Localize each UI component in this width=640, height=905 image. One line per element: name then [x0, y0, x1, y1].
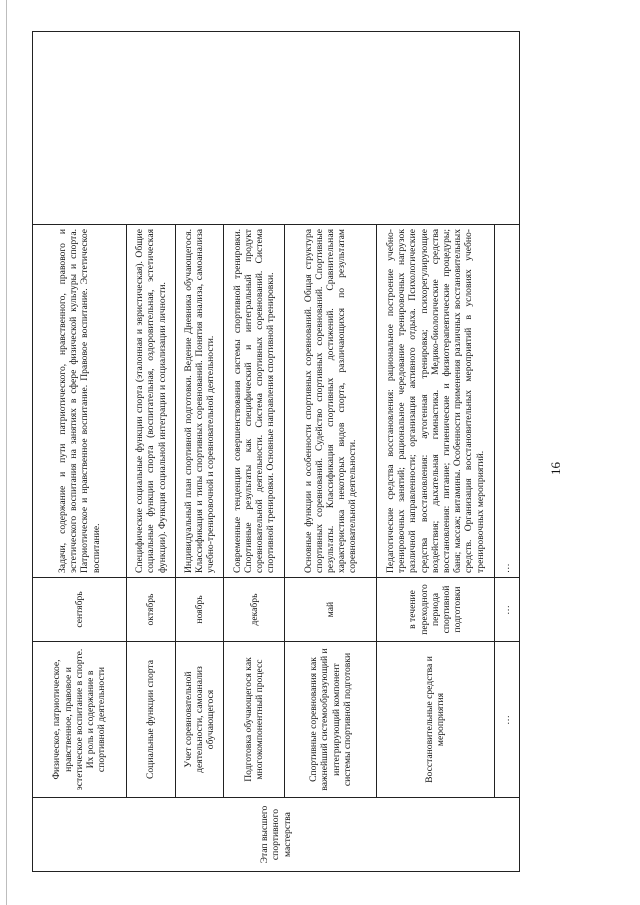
term-cell: май	[285, 578, 377, 642]
term-cell: в течение переходного периода спортивной подготовки	[376, 578, 494, 642]
term-cell: декабрь	[224, 578, 285, 642]
table-row	[33, 32, 127, 872]
topic-cell: Восстановительные средства и мероприятия	[376, 642, 494, 798]
topic-cell: Социальные функции спорта	[126, 642, 175, 798]
ellipsis-cell: …	[494, 642, 519, 798]
content-cell: Современные тенденции совершенствования системы спортивной тренировки. Спортивные результаты как специфический и интегральный продукт соревновательной деятельности. Система спортивных соревнований. Система спортивной тренировки. Основные направления спортивной тренировки.	[224, 225, 285, 578]
content-cell: Основные функции и особенности спортивных соревнований. Общая структура спортивных соревнований. Судейство спортивных соревнований. Спортивные результаты. Классификация спортивных достижений. Сравнительная характеристика некоторых видов спорта, различающихся по результатам соревновательной деятельности.	[285, 225, 377, 578]
stage-cell: Этап высшего спортивного мастерства	[33, 798, 520, 872]
page-number: 16	[548, 462, 563, 475]
topic-cell: Спортивные соревнования как важнейший системообразующий и интегрирующий компонент системы спортивной подготовки	[285, 642, 377, 798]
ellipsis-cell: …	[494, 578, 519, 642]
ellipsis-cell: …	[494, 225, 519, 578]
topic-cell: Учет соревновательной деятельности, самоанализ обучающегося	[176, 642, 224, 798]
topic-cell: Подготовка обучающегося как многокомпонентный процесс	[224, 642, 285, 798]
curriculum-table	[32, 31, 520, 872]
content-cell: Педагогические средства восстановления: рациональное построение учебно-тренировочных занятий; рациональное чередование тренировочных нагрузок различной направленности; организация активного отдыха. Психологические средства восстановления: аутогенная тренировка; психорегулирующие воздействия; дыхательная гимнастика. Медико-биологические средства восстановления: питание; гигиенические и физиотерапевтические процедуры; баня; массаж; витамины. Особенности применения различных восстановительных средств. Организация восстановительных мероприятий в условиях учебно-тренировочных мероприятий.	[376, 225, 494, 578]
term-cell: октябрь	[126, 578, 175, 642]
topic-cell: Физическое, патриотическое, нравственное, правовое и эстетическое воспитание в спорте. Их роль и содержание в спортивной деятельности	[33, 642, 127, 798]
content-cell: Специфические социальные функции спорта (эталонная и эвристическая). Общие социальные функции спорта (воспитательная, оздоровительная, эстетическая функции). Функция социальной интеграции и социализации личности.	[126, 225, 175, 578]
content-cell: Индивидуальный план спортивной подготовки. Ведение Дневника обучающегося. Классификация и типы спортивных соревнований. Понятия анализа, самоанализа учебно-тренировочной и соревновательной деятельности.	[176, 225, 224, 578]
term-cell: сентябрь	[33, 578, 127, 642]
empty-column	[33, 32, 520, 225]
term-cell: ноябрь	[176, 578, 224, 642]
content-cell: Задачи, содержание и пути патриотического, нравственного, правового и эстетического воспитания на занятиях в сфере физической культуры и спорта. Патриотическое и нравственное воспитание. Правовое воспитание. Эстетическое воспитание.	[33, 225, 127, 578]
